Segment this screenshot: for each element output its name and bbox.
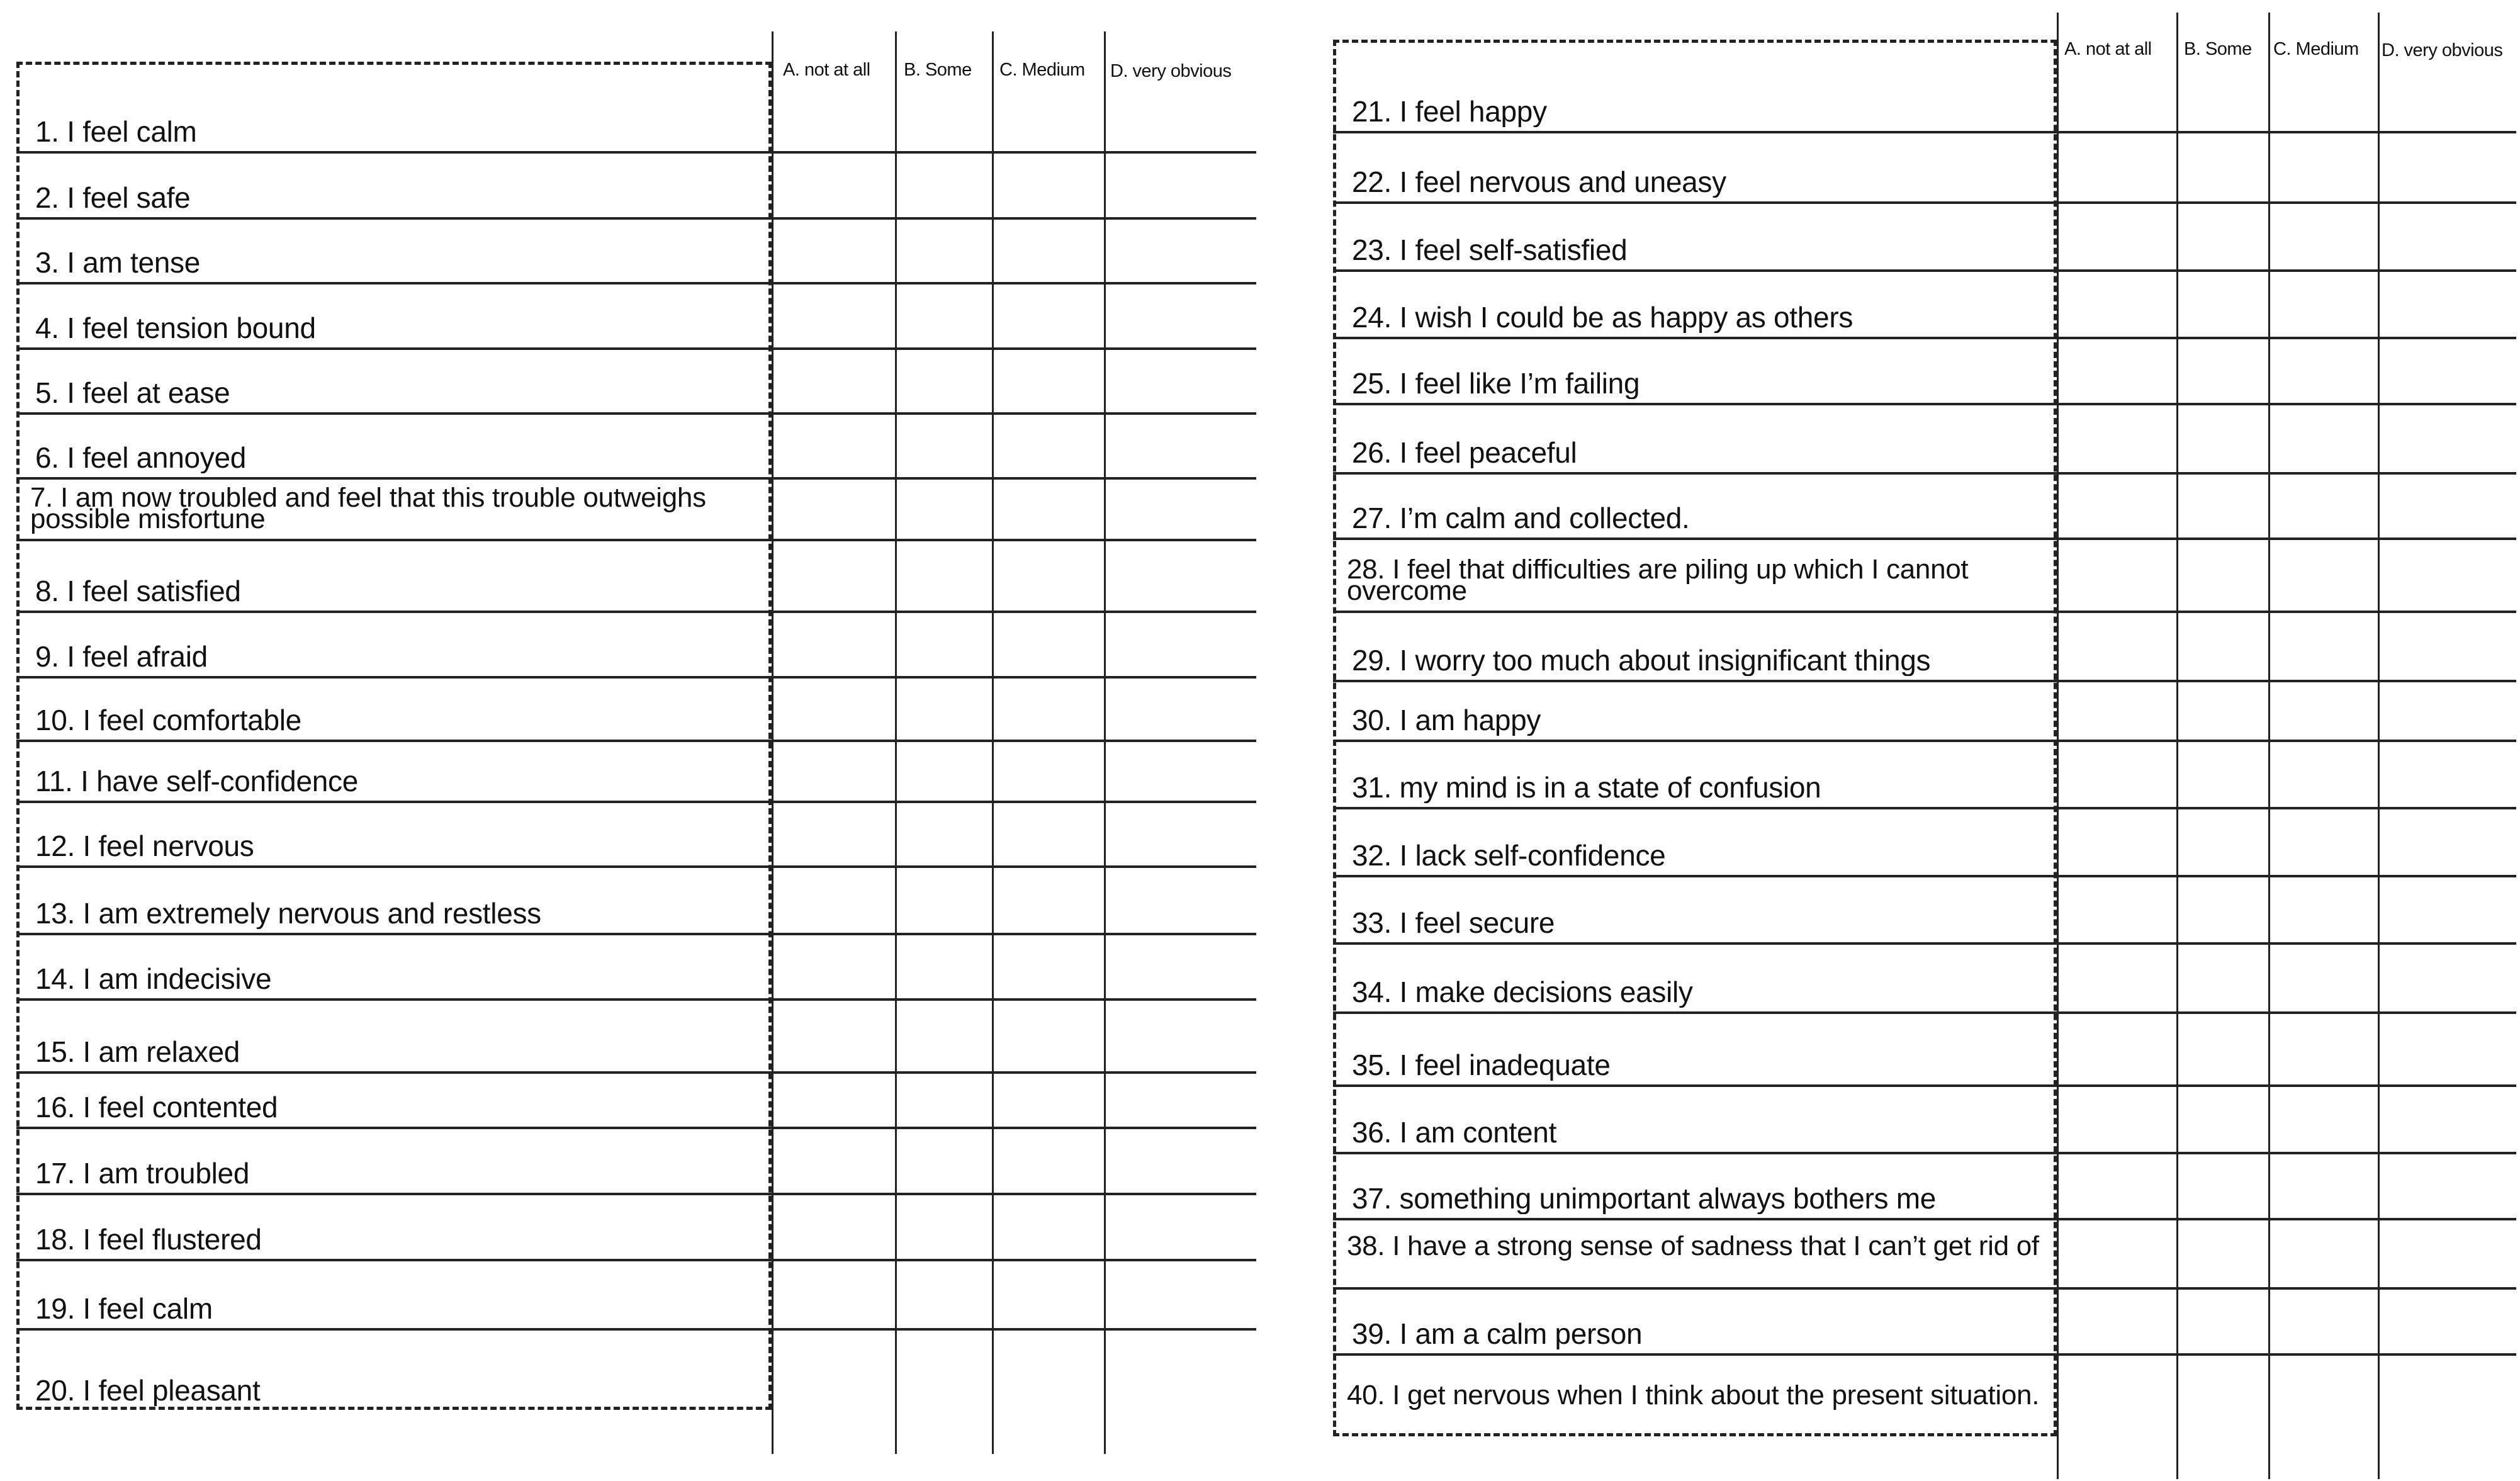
answer-cell-8-d[interactable] [1106, 541, 1256, 609]
answer-cell-33-d[interactable] [2380, 877, 2516, 941]
answer-cell-17-b[interactable] [897, 1129, 991, 1191]
answer-cell-16-c[interactable] [994, 1074, 1103, 1125]
answer-cell-10-d[interactable] [1106, 679, 1256, 738]
item-36: 36. I am content [1352, 1120, 1557, 1148]
answer-cell-20-d[interactable] [1106, 1331, 1256, 1409]
answer-cell-28-a[interactable] [2059, 540, 2176, 609]
item-30: 30. I am happy [1352, 708, 1541, 736]
answer-cell-1-b[interactable] [897, 64, 991, 150]
answer-cell-10-a[interactable] [773, 679, 894, 738]
item-40: 40. I get nervous when I think about the present situation. [1347, 1385, 2040, 1411]
answer-cell-29-c[interactable] [2270, 613, 2377, 679]
item-3: 3. I am tense [35, 251, 201, 278]
answer-cell-5-b[interactable] [897, 350, 991, 411]
answer-cell-2-a[interactable] [773, 154, 894, 216]
answer-cell-32-d[interactable] [2380, 809, 2516, 874]
item-4: 4. I feel tension bound [35, 316, 316, 344]
answer-cell-25-b[interactable] [2178, 339, 2268, 402]
questionnaire-right-panel [1333, 13, 2516, 1479]
item-32: 32. I lack self-confidence [1352, 843, 1666, 871]
answer-cell-28-d[interactable] [2380, 540, 2516, 609]
answer-cell-11-d[interactable] [1106, 742, 1256, 799]
item-1: 1. I feel calm [35, 120, 197, 147]
answer-cell-23-a[interactable] [2059, 204, 2176, 268]
answer-cell-26-d[interactable] [2380, 405, 2516, 471]
column-header-c: C. Medium [2273, 39, 2359, 59]
item-34: 34. I make decisions easily [1352, 980, 1693, 1008]
answer-cell-4-c[interactable] [994, 284, 1103, 346]
item-38: 38. I have a strong sense of sadness that I can’t get rid of [1347, 1236, 2039, 1261]
answer-cell-30-c[interactable] [2270, 682, 2377, 738]
column-header-a: A. not at all [2064, 39, 2152, 59]
answer-cell-1-a[interactable] [773, 64, 894, 150]
item-15: 15. I am relaxed [35, 1040, 240, 1067]
answer-cell-34-b[interactable] [2178, 945, 2268, 1010]
answer-cell-29-a[interactable] [2059, 613, 2176, 679]
item-19: 19. I feel calm [35, 1297, 213, 1324]
answer-cell-30-a[interactable] [2059, 682, 2176, 738]
answer-cell-2-b[interactable] [897, 154, 991, 216]
answer-cell-31-d[interactable] [2380, 742, 2516, 806]
answer-cell-28-c[interactable] [2270, 540, 2377, 609]
item-14: 14. I am indecisive [35, 967, 272, 994]
item-33: 33. I feel secure [1352, 911, 1555, 938]
answer-cell-1-c[interactable] [994, 64, 1103, 150]
answer-cell-19-a[interactable] [773, 1261, 894, 1327]
item-37: 37. something unimportant always bothers me [1352, 1186, 1937, 1214]
item-23: 23. I feel self-satisfied [1352, 238, 1628, 266]
answer-cell-5-d[interactable] [1106, 350, 1256, 411]
answer-cell-12-b[interactable] [897, 803, 991, 864]
answer-cell-25-d[interactable] [2380, 339, 2516, 402]
answer-cell-2-c[interactable] [994, 154, 1103, 216]
item-39: 39. I am a calm person [1352, 1322, 1643, 1349]
answer-cell-35-b[interactable] [2178, 1014, 2268, 1083]
answer-cell-18-c[interactable] [994, 1195, 1103, 1258]
item-8: 8. I feel satisfied [35, 579, 241, 607]
answer-cell-39-b[interactable] [2178, 1290, 2268, 1352]
item-20: 20. I feel pleasant [35, 1378, 261, 1406]
item-17: 17. I am troubled [35, 1161, 250, 1189]
answer-cell-24-c[interactable] [2270, 272, 2377, 335]
item-29: 29. I worry too much about insignificant things [1352, 648, 1931, 676]
answer-cell-6-c[interactable] [994, 415, 1103, 476]
answer-cell-23-b[interactable] [2178, 204, 2268, 268]
column-header-c: C. Medium [999, 60, 1085, 80]
answer-cell-39-c[interactable] [2270, 1290, 2377, 1352]
answer-cell-5-c[interactable] [994, 350, 1103, 411]
answer-cell-27-a[interactable] [2059, 475, 2176, 536]
answer-cell-39-a[interactable] [2059, 1290, 2176, 1352]
answer-cell-37-d[interactable] [2380, 1154, 2516, 1217]
answer-cell-17-a[interactable] [773, 1129, 894, 1191]
answer-cell-15-d[interactable] [1106, 1001, 1256, 1070]
answer-cell-25-c[interactable] [2270, 339, 2377, 402]
answer-cell-23-c[interactable] [2270, 204, 2377, 268]
answer-cell-13-a[interactable] [773, 868, 894, 932]
answer-cell-12-a[interactable] [773, 803, 894, 864]
answer-cell-35-a[interactable] [2059, 1014, 2176, 1083]
answer-cell-7-a[interactable] [773, 480, 894, 538]
answer-cell-25-a[interactable] [2059, 339, 2176, 402]
answer-cell-26-a[interactable] [2059, 405, 2176, 471]
answer-cell-15-b[interactable] [897, 1001, 991, 1070]
answer-cell-18-b[interactable] [897, 1195, 991, 1258]
item-27: 27. I’m calm and collected. [1352, 506, 1690, 534]
answer-cell-37-c[interactable] [2270, 1154, 2377, 1217]
answer-cell-27-c[interactable] [2270, 475, 2377, 536]
answer-cell-6-d[interactable] [1106, 415, 1256, 476]
answer-cell-22-c[interactable] [2270, 133, 2377, 200]
item-24: 24. I wish I could be as happy as others [1352, 305, 1853, 333]
answer-cell-40-d[interactable] [2380, 1356, 2516, 1435]
item-26: 26. I feel peaceful [1352, 441, 1577, 468]
answer-cell-9-b[interactable] [897, 613, 991, 675]
answer-cell-18-d[interactable] [1106, 1195, 1256, 1258]
column-header-d: D. very obvious [2382, 40, 2503, 60]
answer-cell-37-a[interactable] [2059, 1154, 2176, 1217]
item-28: 28. I feel that difficulties are piling up which I cannot overcome [1347, 559, 1969, 605]
answer-cell-38-c[interactable] [2270, 1220, 2377, 1286]
answer-cell-7-b[interactable] [897, 480, 991, 538]
answer-cell-12-d[interactable] [1106, 803, 1256, 864]
item-11: 11. I have self-confidence [35, 769, 359, 797]
answer-cell-19-c[interactable] [994, 1261, 1103, 1327]
column-header-b: B. Some [904, 60, 972, 80]
item-21: 21. I feel happy [1352, 99, 1547, 127]
answer-cell-21-b[interactable] [2178, 42, 2268, 130]
answer-cell-29-d[interactable] [2380, 613, 2516, 679]
answer-cell-8-a[interactable] [773, 541, 894, 609]
answer-cell-28-b[interactable] [2178, 540, 2268, 609]
answer-cell-8-b[interactable] [897, 541, 991, 609]
answer-cell-30-d[interactable] [2380, 682, 2516, 738]
answer-cell-12-c[interactable] [994, 803, 1103, 864]
answer-cell-16-d[interactable] [1106, 1074, 1256, 1125]
answer-cell-35-c[interactable] [2270, 1014, 2377, 1083]
item-6: 6. I feel annoyed [35, 446, 247, 473]
answer-cell-24-b[interactable] [2178, 272, 2268, 335]
answer-cell-14-a[interactable] [773, 935, 894, 997]
item-5: 5. I feel at ease [35, 381, 230, 408]
answer-cell-5-a[interactable] [773, 350, 894, 411]
column-header-b: B. Some [2184, 39, 2252, 59]
answer-cell-26-b[interactable] [2178, 405, 2268, 471]
answer-cell-27-b[interactable] [2178, 475, 2268, 536]
answer-cell-40-a[interactable] [2059, 1356, 2176, 1435]
answer-cell-38-d[interactable] [2380, 1220, 2516, 1286]
answer-cell-7-c[interactable] [994, 480, 1103, 538]
answer-cell-26-c[interactable] [2270, 405, 2377, 471]
answer-cell-36-d[interactable] [2380, 1087, 2516, 1151]
answer-cell-37-b[interactable] [2178, 1154, 2268, 1217]
answer-cell-34-d[interactable] [2380, 945, 2516, 1010]
item-12: 12. I feel nervous [35, 834, 254, 862]
answer-cell-34-a[interactable] [2059, 945, 2176, 1010]
answer-cell-14-b[interactable] [897, 935, 991, 997]
item-9: 9. I feel afraid [35, 645, 208, 672]
answer-cell-36-c[interactable] [2270, 1087, 2377, 1151]
item-18: 18. I feel flustered [35, 1227, 262, 1255]
answer-cell-9-c[interactable] [994, 613, 1103, 675]
answer-cell-20-b[interactable] [897, 1331, 991, 1409]
questionnaire-left-panel [16, 31, 1256, 1454]
item-25: 25. I feel like I’m failing [1352, 371, 1640, 399]
answer-cell-1-d[interactable] [1106, 64, 1256, 150]
answer-cell-30-b[interactable] [2178, 682, 2268, 738]
answer-cell-4-d[interactable] [1106, 284, 1256, 346]
answer-cell-33-a[interactable] [2059, 877, 2176, 941]
item-16: 16. I feel contented [35, 1095, 278, 1123]
item-7: 7. I am now troubled and feel that this trouble outweighs possible misfortune [30, 487, 706, 534]
item-2: 2. I feel safe [35, 186, 191, 213]
answer-cell-22-d[interactable] [2380, 133, 2516, 200]
answer-cell-10-b[interactable] [897, 679, 991, 738]
answer-cell-6-b[interactable] [897, 415, 991, 476]
item-35: 35. I feel inadequate [1352, 1053, 1611, 1081]
answer-cell-21-a[interactable] [2059, 42, 2176, 130]
answer-cell-3-a[interactable] [773, 220, 894, 281]
answer-cell-18-a[interactable] [773, 1195, 894, 1258]
answer-cell-15-a[interactable] [773, 1001, 894, 1070]
answer-cell-4-b[interactable] [897, 284, 991, 346]
answer-cell-32-c[interactable] [2270, 809, 2377, 874]
answer-cell-22-b[interactable] [2178, 133, 2268, 200]
answer-cell-14-d[interactable] [1106, 935, 1256, 997]
answer-cell-20-a[interactable] [773, 1331, 894, 1409]
item-31: 31. my mind is in a state of confusion [1352, 775, 1821, 803]
answer-cell-40-b[interactable] [2178, 1356, 2268, 1435]
answer-cell-4-a[interactable] [773, 284, 894, 346]
answer-cell-24-a[interactable] [2059, 272, 2176, 335]
answer-cell-17-d[interactable] [1106, 1129, 1256, 1191]
answer-cell-8-c[interactable] [994, 541, 1103, 609]
answer-cell-16-a[interactable] [773, 1074, 894, 1125]
answer-cell-33-c[interactable] [2270, 877, 2377, 941]
item-13: 13. I am extremely nervous and restless [35, 901, 541, 929]
answer-cell-33-b[interactable] [2178, 877, 2268, 941]
answer-cell-21-d[interactable] [2380, 42, 2516, 130]
column-header-d: D. very obvious [1110, 61, 1232, 81]
answer-cell-36-a[interactable] [2059, 1087, 2176, 1151]
answer-cell-6-a[interactable] [773, 415, 894, 476]
answer-cell-32-b[interactable] [2178, 809, 2268, 874]
answer-cell-34-c[interactable] [2270, 945, 2377, 1010]
answer-cell-35-d[interactable] [2380, 1014, 2516, 1083]
answer-cell-31-b[interactable] [2178, 742, 2268, 806]
answer-cell-23-d[interactable] [2380, 204, 2516, 268]
answer-cell-11-a[interactable] [773, 742, 894, 799]
answer-cell-24-d[interactable] [2380, 272, 2516, 335]
answer-cell-17-c[interactable] [994, 1129, 1103, 1191]
answer-cell-21-c[interactable] [2270, 42, 2377, 130]
answer-cell-10-c[interactable] [994, 679, 1103, 738]
answer-cell-7-d[interactable] [1106, 480, 1256, 538]
answer-cell-20-c[interactable] [994, 1331, 1103, 1409]
answer-cell-3-d[interactable] [1106, 220, 1256, 281]
answer-cell-13-b[interactable] [897, 868, 991, 932]
answer-cell-16-b[interactable] [897, 1074, 991, 1125]
answer-cell-29-b[interactable] [2178, 613, 2268, 679]
answer-cell-38-a[interactable] [2059, 1220, 2176, 1286]
answer-cell-3-b[interactable] [897, 220, 991, 281]
answer-cell-15-c[interactable] [994, 1001, 1103, 1070]
answer-cell-9-d[interactable] [1106, 613, 1256, 675]
answer-cell-19-d[interactable] [1106, 1261, 1256, 1327]
answer-cell-11-c[interactable] [994, 742, 1103, 799]
answer-cell-36-b[interactable] [2178, 1087, 2268, 1151]
answer-cell-2-d[interactable] [1106, 154, 1256, 216]
answer-cell-14-c[interactable] [994, 935, 1103, 997]
item-10: 10. I feel comfortable [35, 708, 301, 736]
answer-cell-13-c[interactable] [994, 868, 1103, 932]
answer-cell-32-a[interactable] [2059, 809, 2176, 874]
answer-cell-38-b[interactable] [2178, 1220, 2268, 1286]
answer-cell-3-c[interactable] [994, 220, 1103, 281]
answer-cell-13-d[interactable] [1106, 868, 1256, 932]
answer-cell-19-b[interactable] [897, 1261, 991, 1327]
answer-cell-27-d[interactable] [2380, 475, 2516, 536]
answer-cell-40-c[interactable] [2270, 1356, 2377, 1435]
answer-cell-11-b[interactable] [897, 742, 991, 799]
answer-cell-39-d[interactable] [2380, 1290, 2516, 1352]
answer-cell-31-a[interactable] [2059, 742, 2176, 806]
column-header-a: A. not at all [783, 60, 870, 80]
answer-cell-9-a[interactable] [773, 613, 894, 675]
item-22: 22. I feel nervous and uneasy [1352, 170, 1726, 198]
answer-cell-22-a[interactable] [2059, 133, 2176, 200]
answer-cell-31-c[interactable] [2270, 742, 2377, 806]
